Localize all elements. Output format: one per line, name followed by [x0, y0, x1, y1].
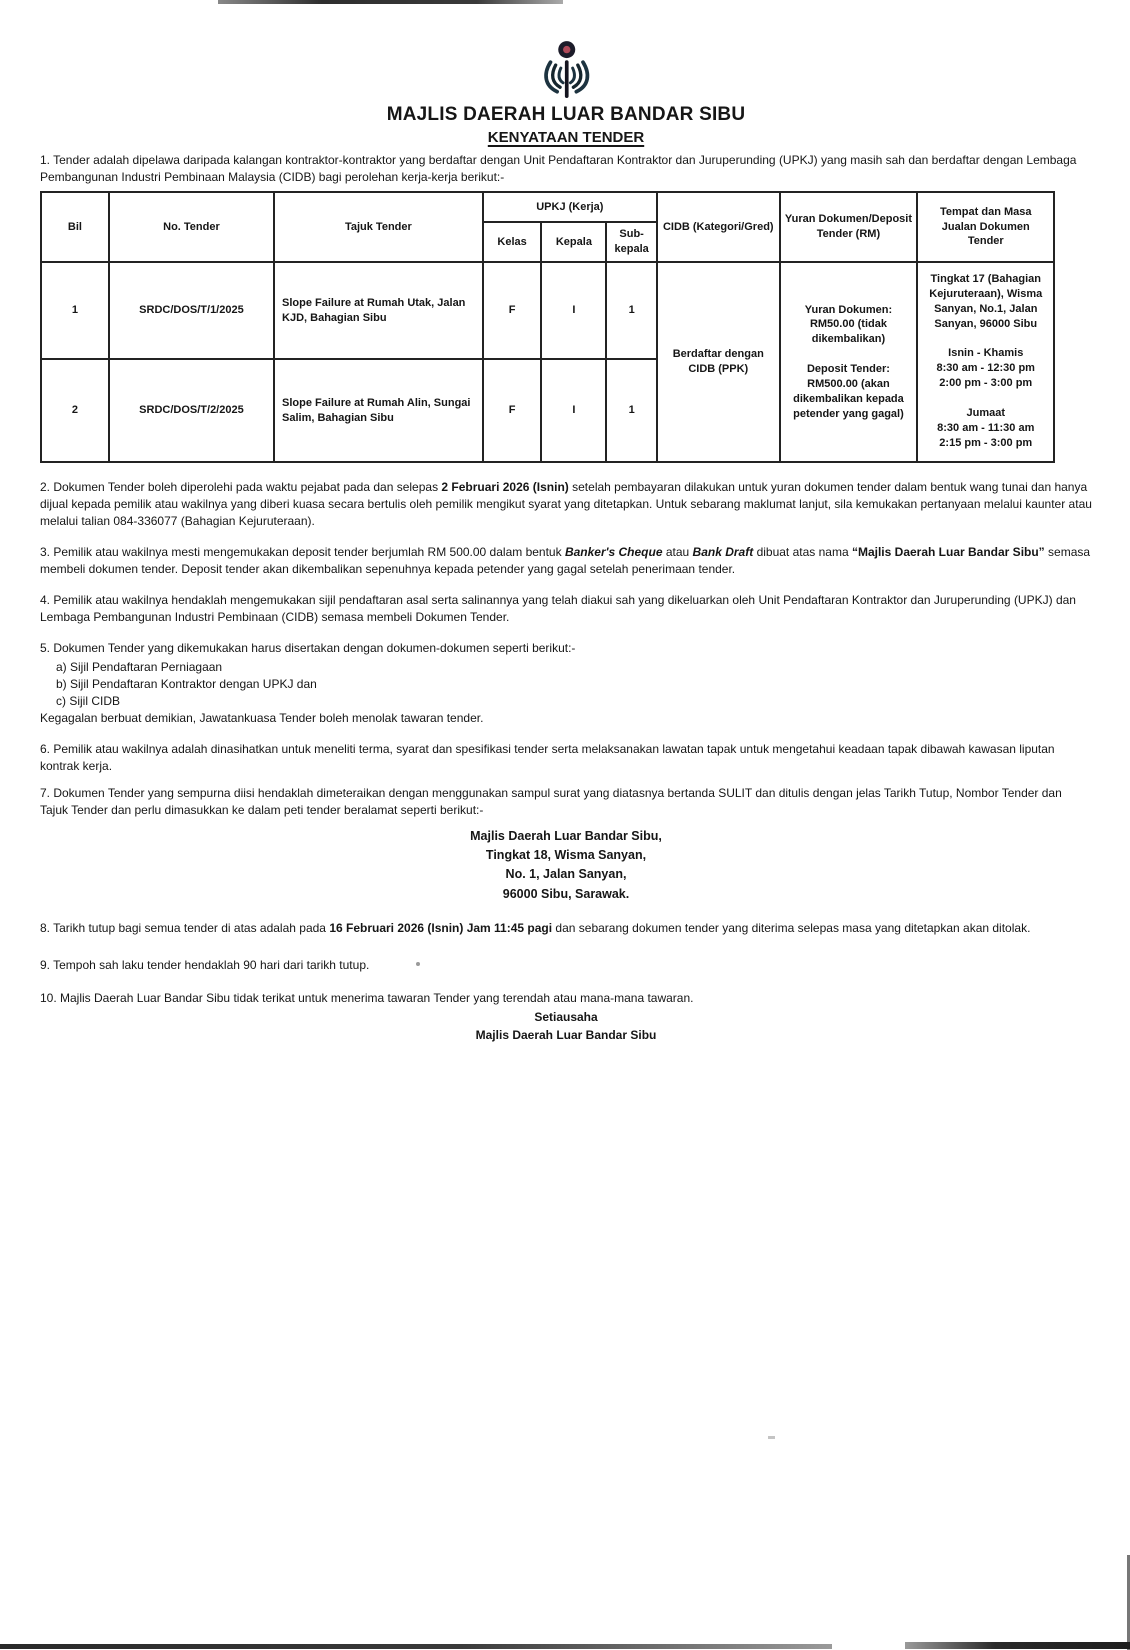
yuran-dokumen-text: Yuran Dokumen: RM50.00 (tidak dikembalikan): [804, 303, 893, 346]
cell-bil: 2: [41, 359, 109, 462]
note-5: [40, 640, 1092, 727]
cell-kelas: F: [483, 359, 542, 462]
document-title: KENYATAAN TENDER: [487, 129, 645, 146]
cell-tajuk-tender: Slope Failure at Rumah Alin, Sungai Salim, Bahagian Sibu: [274, 359, 483, 462]
friday-label: Jumaat: [966, 406, 1006, 419]
friday-hours-am: 8:30 am - 11:30 am: [937, 421, 1035, 434]
tender-table: [40, 191, 1055, 463]
scan-artifact-bottom-line: [0, 1644, 832, 1649]
note-6: 6. Pemilik atau wakilnya adalah dinasihatkan untuk meneliti terma, syarat dan spesifikasi tender serta melaksanakan lawatan tapak untuk mengetahui keadaan tapak dibawah kawasan liputan kontrak kerja.: [40, 742, 1055, 774]
note-2: [40, 479, 1092, 530]
header-kelas: Kelas: [483, 222, 542, 262]
address-line: 96000 Sibu, Sarawak.: [502, 886, 630, 901]
note-5-outro: Kegagalan berbuat demikian, Jawatankuasa Tender boleh menolak tawaran tender.: [40, 711, 484, 726]
signatory-org: Majlis Daerah Luar Bandar Sibu: [475, 1027, 657, 1042]
cell-yuran-deposit-merged: [780, 262, 918, 462]
note-3-text: semasa membeli dokumen tender. Deposit tender akan dikembalikan sepenuhnya kepada petender yang gagal setelah penerimaan tender.: [40, 545, 1091, 577]
cell-sub-kepala: 1: [606, 262, 657, 359]
header-yuran-deposit: Yuran Dokumen/Deposit Tender (RM): [780, 192, 918, 262]
tender-box-address: [40, 827, 1092, 905]
note-2-text: setelah pembayaran dilakukan untuk yuran dokumen tender dalam bentuk wang tunai dan hanya dijual kepada pemilik atau wakilnya yang diberi kuasa secara bertulis oleh pemilik mengikut syarat yang ditetapkan. Untuk sebarang maklumat lanjut, sila kemukakan pertanyaan melalui kaunter atau melalui talian 084-336077 (Bahagian Kejuruteraan).: [40, 480, 1092, 529]
cell-spacer: [785, 347, 913, 362]
cell-sub-kepala: 1: [606, 359, 657, 462]
cell-spacer: [922, 391, 1049, 406]
cell-cidb-merged: Berdaftar dengan CIDB (PPK): [657, 262, 780, 462]
header-upkj-group: UPKJ (Kerja): [483, 192, 657, 222]
note-4: 4. Pemilik atau wakilnya hendaklah mengemukakan sijil pendaftaran asal serta salinannya yang telah diakui sah yang dikeluarkan oleh Unit Pendaftaran Kontraktor dan Juruperunding (UPKJ) dan Lembaga Pembangunan Industri Pembinaan (CIDB) semasa membeli Dokumen Tender.: [40, 593, 1076, 625]
note-5-item-b: b) Sijil Pendaftaran Kontraktor dengan UPKJ dan: [56, 677, 317, 692]
weekday-label: Isnin - Khamis: [948, 347, 1024, 360]
intro-paragraph: 1. Tender adalah dipelawa daripada kalangan kontraktor-kontraktor yang berdaftar dengan Unit Pendaftaran Kontraktor dan Juruperunding (UPKJ) yang masih sah dan berdaftar dengan Lembaga Pembangunan Industri Pembinaan Malaysia (CIDB) bagi perolehan kerja-kerja berikut:-: [40, 153, 1077, 185]
note-10: 10. Majlis Daerah Luar Bandar Sibu tidak terikat untuk menerima tawaran Tender yang terendah atau mana-mana tawaran.: [40, 991, 694, 1006]
note-3-text: atau: [662, 545, 693, 560]
header-bil: Bil: [41, 192, 109, 262]
cell-spacer: [922, 331, 1049, 346]
header-sub-kepala: Sub-kepala: [606, 222, 657, 262]
note-2-text: 2. Dokumen Tender boleh diperolehi pada waktu pejabat pada dan selepas: [40, 480, 442, 495]
cell-tajuk-tender: Slope Failure at Rumah Utak, Jalan KJD, Bahagian Sibu: [274, 262, 483, 359]
address-line: Tingkat 18, Wisma Sanyan,: [485, 847, 647, 862]
note-3-text: dibuat atas nama: [753, 545, 852, 560]
weekday-hours-am: 8:30 am - 12:30 pm: [936, 362, 1035, 375]
signature-block: [40, 1009, 1092, 1044]
document-header: [40, 40, 1092, 146]
note-3: [40, 544, 1092, 578]
cell-kepala: I: [541, 359, 606, 462]
note-2-date-bold: 2 Februari 2026 (Isnin): [441, 480, 569, 495]
cell-kepala: I: [541, 262, 606, 359]
deposit-tender-text: Deposit Tender: RM500.00 (akan dikembalikan kepada petender yang gagal): [793, 363, 904, 420]
signatory-title: Setiausaha: [534, 1010, 598, 1025]
weekday-hours-pm: 2:00 pm - 3:00 pm: [939, 377, 1033, 390]
cell-no-tender: SRDC/DOS/T/2/2025: [109, 359, 274, 462]
header-tempat-masa: Tempat dan Masa Jualan Dokumen Tender: [917, 192, 1054, 262]
cell-bil: 1: [41, 262, 109, 359]
council-logo-icon: [529, 40, 603, 102]
header-tajuk-tender: Tajuk Tender: [274, 192, 483, 262]
note-8-text: dan sebarang dokumen tender yang diterima selepas masa yang ditetapkan akan ditolak.: [552, 921, 1031, 936]
note-3-bank-draft: Bank Draft: [692, 545, 754, 560]
header-kepala: Kepala: [541, 222, 606, 262]
friday-hours-pm: 2:15 pm - 3:00 pm: [939, 436, 1033, 449]
note-3-payee-name: “Majlis Daerah Luar Bandar Sibu”: [851, 545, 1045, 560]
cell-kelas: F: [483, 262, 542, 359]
note-8-text: 8. Tarikh tutup bagi semua tender di atas adalah pada: [40, 921, 330, 936]
note-3-bankers-cheque: Banker's Cheque: [564, 545, 663, 560]
table-row: [41, 262, 1054, 359]
scan-artifact-bottom-line: [905, 1642, 1130, 1649]
note-8: [40, 920, 1092, 937]
council-logo: [40, 40, 1092, 102]
note-5-item-c: c) Sijil CIDB: [56, 694, 121, 709]
address-line: Majlis Daerah Luar Bandar Sibu,: [470, 828, 662, 843]
note-3-text: 3. Pemilik atau wakilnya mesti mengemukakan deposit tender berjumlah RM 500.00 dalam bentuk: [40, 545, 565, 560]
header-cidb: CIDB (Kategori/Gred): [657, 192, 780, 262]
address-line: No. 1, Jalan Sanyan,: [505, 867, 627, 882]
note-9: 9. Tempoh sah laku tender hendaklah 90 hari dari tarikh tutup.: [40, 958, 370, 973]
cell-no-tender: SRDC/DOS/T/1/2025: [109, 262, 274, 359]
organization-name: MAJLIS DAERAH LUAR BANDAR SIBU: [386, 104, 746, 125]
note-5-intro: 5. Dokumen Tender yang dikemukakan harus disertakan dengan dokumen-dokumen seperti berikut:-: [40, 641, 576, 656]
scan-artifact-dot: [768, 1436, 775, 1439]
cell-tempat-masa-merged: [917, 262, 1054, 462]
header-no-tender: No. Tender: [109, 192, 274, 262]
venue-address-text: Tingkat 17 (Bahagian Kejuruteraan), Wisma Sanyan, No.1, Jalan Sanyan, 96000 Sibu: [929, 273, 1043, 330]
note-5-item-a: a) Sijil Pendaftaran Perniagaan: [56, 660, 223, 675]
note-8-closing-date-bold: 16 Februari 2026 (Isnin) Jam 11:45 pagi: [329, 921, 553, 936]
note-7: 7. Dokumen Tender yang sempurna diisi hendaklah dimeteraikan dengan menggunakan sampul surat yang diatasnya bertanda SULIT dan ditulis dengan jelas Tarikh Tutup, Nombor Tender dan Tajuk Tender dan perlu dimasukkan ke dalam peti tender beralamat seperti berikut:-: [40, 785, 1062, 817]
